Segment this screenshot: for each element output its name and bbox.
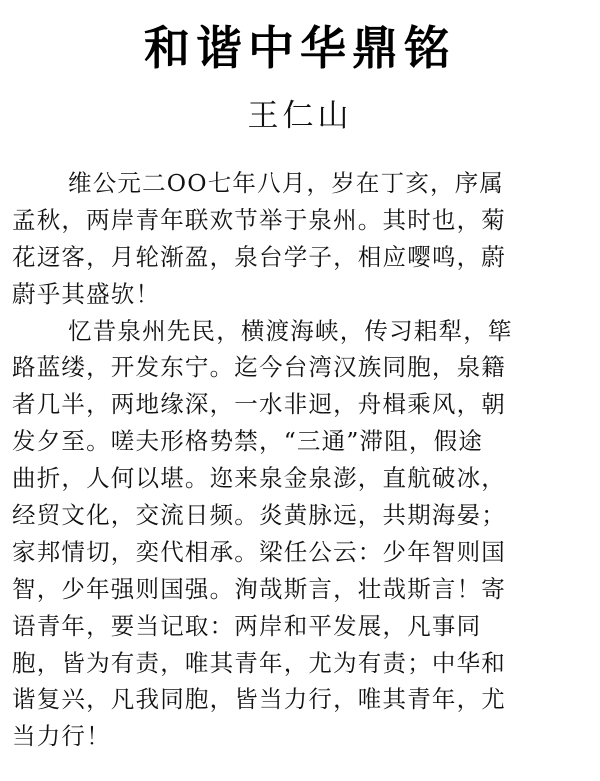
body-line: 当力行！ [12, 722, 111, 751]
body-line: 经贸文化，交流日频。炎黄脉远，共期海晏； [12, 501, 506, 530]
body-line: 发夕至。嗟夫形格势禁，“三通”滞阻，假途 [12, 427, 484, 456]
body-line: 孟秋，两岸青年联欢节举于泉州。其时也，菊 [12, 205, 506, 234]
body-line: 维公元二OO七年八月，岁在丁亥，序属 [68, 169, 505, 197]
body-line: 智，少年强则国强。洵哉斯言，壮哉斯言！寄 [12, 574, 506, 603]
body-line: 花迓客，月轮渐盈，泉台学子，相应嘤鸣，蔚 [12, 242, 506, 271]
body-line: 路蓝缕，开发东宁。迄今台湾汉族同胞，泉籍 [12, 353, 506, 382]
document-body [12, 165, 590, 755]
body-line: 胞，皆为有责，唯其青年，尤为有责；中华和 [12, 648, 506, 677]
author-name: 王仁山 [247, 98, 353, 134]
body-line: 语青年，要当记取：两岸和平发展，凡事同 [12, 611, 482, 640]
body-line: 者几半，两地缘深，一水非迥，舟楫乘风，朝 [12, 390, 506, 419]
body-line: 家邦情切，奕代相承。梁任公云：少年智则国 [12, 537, 506, 566]
body-line: 忆昔泉州先民，横渡海峡，传习耜犁，筚 [68, 316, 513, 345]
body-line: 谐复兴，凡我同胞，皆当力行，唯其青年，尤 [12, 685, 506, 714]
body-line: 曲折，人何以堪。迩来泉金泉澎，直航破冰， [12, 464, 506, 493]
body-line: 蔚乎其盛欤！ [12, 279, 161, 308]
document-title: 和谐中华鼎铭 [144, 21, 456, 75]
